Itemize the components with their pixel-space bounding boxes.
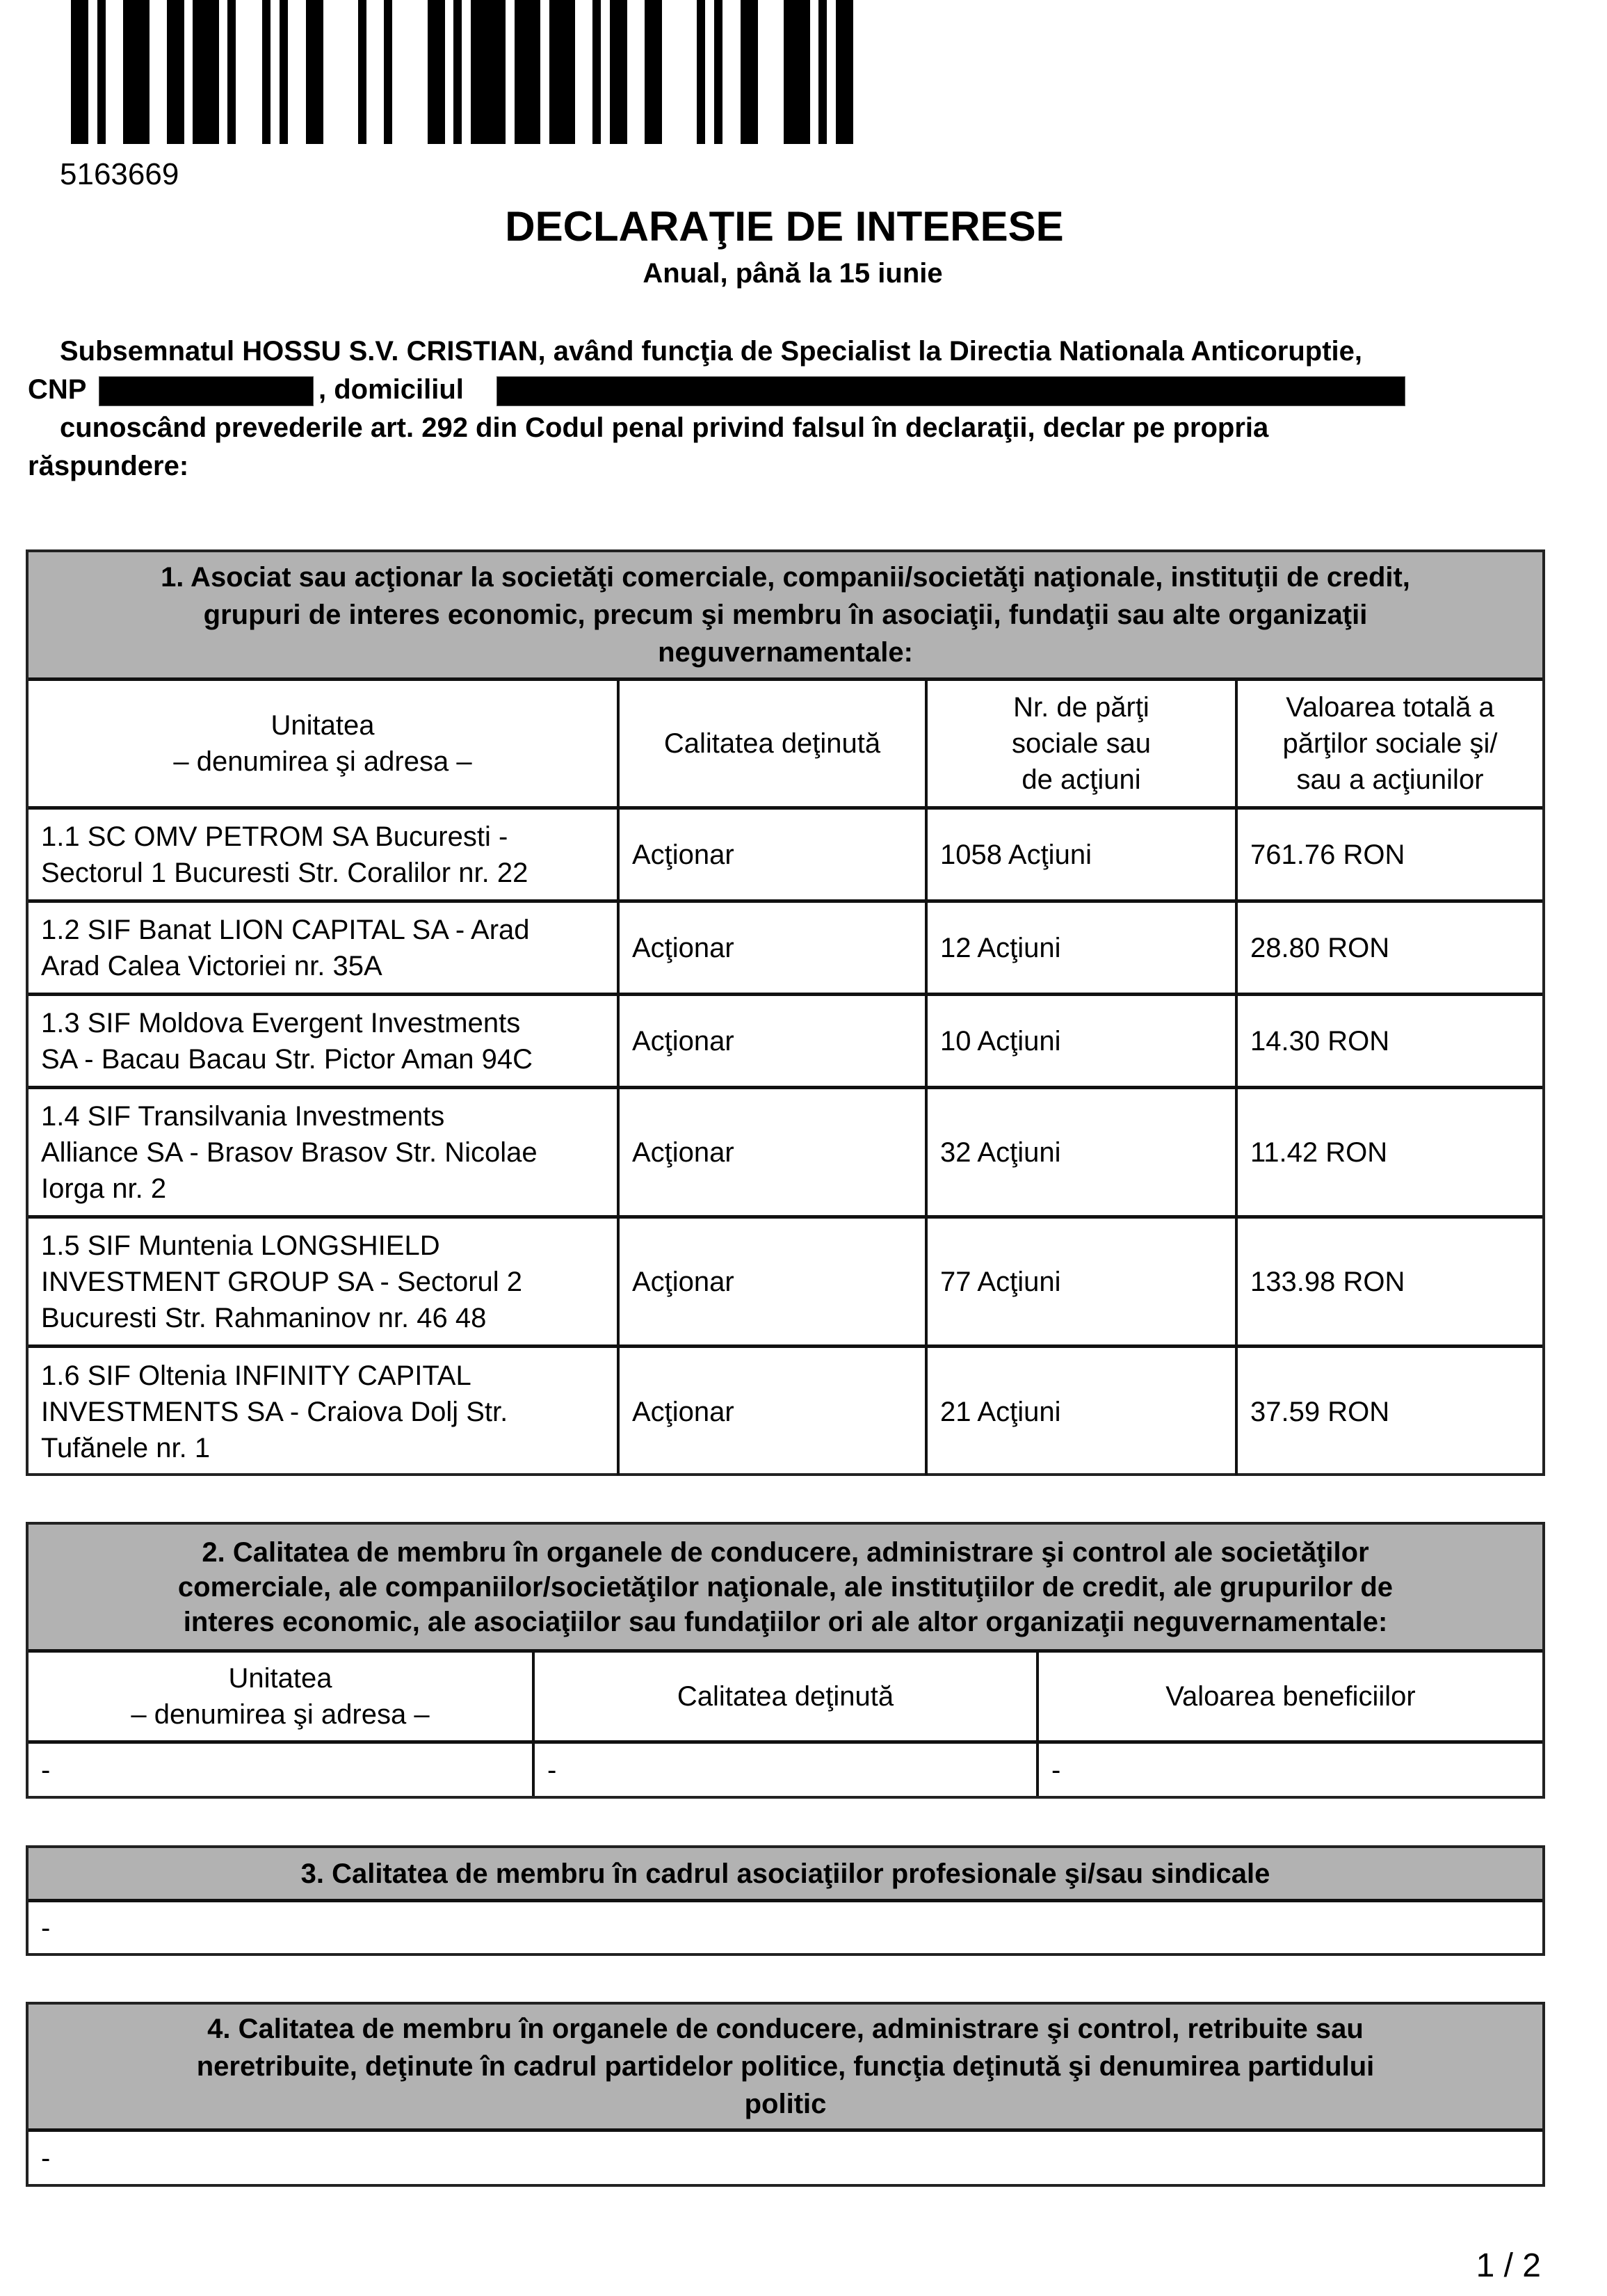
barcode-bar: [453, 0, 462, 144]
barcode-bar: [515, 0, 540, 144]
heading-line: interes economic, ale asociaţiilor sau fundaţiilor ori ale altor organizaţii neguvernamentale:: [183, 1606, 1388, 1637]
column-header-line: sociale sau: [1011, 728, 1152, 759]
domiciliu-label: , domiciliul: [318, 374, 464, 405]
role-value: Acţionar: [632, 1025, 734, 1057]
unit-cell: [29, 1219, 620, 1344]
barcode-bar: [193, 0, 219, 144]
column-header-line: de acţiuni: [1021, 764, 1141, 795]
heading-line: 2. Calitatea de membru în organele de conducere, administrare şi control ale societăţilor: [202, 1536, 1369, 1568]
table-row: [29, 2132, 1542, 2184]
section-4-table: [26, 2002, 1545, 2187]
barcode-bar: [610, 0, 627, 144]
unit-line: INVESTMENT GROUP SA - Sectorul 2: [41, 1266, 523, 1297]
unit-line: Iorga nr. 2: [41, 1173, 167, 1204]
barcode-bar: [714, 0, 722, 144]
total-value: 11.42 RON: [1250, 1137, 1388, 1168]
heading-line: 1. Asociat sau acţionar la societăţi comerciale, companii/societăţi naţionale, instituţii de credit,: [161, 562, 1410, 593]
section-3-table: [26, 1845, 1545, 1956]
shares-cell: [928, 996, 1238, 1086]
section-3-heading: [29, 1848, 1542, 1902]
table-row: [29, 903, 1542, 996]
unit-line: Sectorul 1 Bucuresti Str. Coralilor nr. 22: [41, 857, 528, 888]
barcode-bar: [471, 0, 506, 144]
column-header-value: [1238, 681, 1542, 806]
page-subtitle: Anual, până la 15 iunie: [643, 258, 943, 289]
shares-cell: [928, 1089, 1238, 1215]
heading-line: grupuri de interes economic, precum şi membru în asociaţii, fundaţii sau alte organizaţii: [203, 600, 1368, 630]
shares-cell: [928, 903, 1238, 993]
column-header-line: Nr. de părţi: [1013, 692, 1149, 723]
unit-line: Tufănele nr. 1: [41, 1432, 211, 1463]
empty-value: -: [41, 2142, 51, 2174]
document-number: 5163669: [60, 157, 179, 191]
role-cell: [620, 903, 928, 993]
role-value: Acţionar: [632, 932, 734, 963]
total-value: 761.76 RON: [1250, 839, 1405, 870]
barcode-bar: [549, 0, 575, 144]
unit-line: 1.5 SIF Muntenia LONGSHIELD: [41, 1230, 440, 1261]
column-header-line: Valoarea totală a: [1286, 692, 1494, 723]
value-cell: [29, 1902, 1542, 1953]
domiciliu-redaction: [496, 376, 1405, 406]
section-1-heading: [29, 552, 1542, 681]
heading-line: 4. Calitatea de membru în organele de conducere, administrare şi control, retribuite sau: [207, 2014, 1364, 2044]
shares-cell: [928, 1219, 1238, 1344]
unit-line: 1.1 SC OMV PETROM SA Bucuresti -: [41, 821, 508, 852]
section-1-table: [26, 549, 1545, 1476]
unit-cell: [29, 1744, 535, 1796]
benefits-cell: [1039, 1744, 1542, 1796]
intro-line-2: [28, 371, 86, 409]
unit-cell: [29, 1348, 620, 1475]
barcode-bar: [306, 0, 323, 144]
barcode-bar: [818, 0, 827, 144]
intro-line-4: răspundere:: [28, 451, 189, 481]
heading-line: politic: [744, 2089, 827, 2119]
barcode-bar: [358, 0, 366, 144]
barcode-bar: [836, 0, 853, 144]
role-cell: [620, 810, 928, 899]
unit-line: 1.4 SIF Transilvania Investments: [41, 1100, 445, 1132]
table-row: [29, 1348, 1542, 1475]
barcode-bar: [645, 0, 662, 144]
column-header-line: – denumirea şi adresa –: [131, 1699, 430, 1730]
page-title: DECLARAŢIE DE INTERESE: [505, 203, 1064, 250]
table-row: [29, 1744, 1542, 1796]
barcode-bar: [167, 0, 184, 144]
value-cell: [1238, 1348, 1542, 1475]
unit-line: Arad Calea Victoriei nr. 35A: [41, 950, 382, 981]
intro-line-3: cunoscând prevederile art. 292 din Codul penal privind falsul în declaraţii, declar pe propria: [60, 412, 1269, 443]
barcode-bar: [280, 0, 288, 144]
column-header-row: [29, 681, 1542, 810]
column-header-line: sau a acţiunilor: [1296, 764, 1484, 795]
role-cell: [620, 1348, 928, 1475]
page-number: 1 / 2: [1476, 2247, 1541, 2284]
barcode-bar: [71, 0, 88, 144]
shares-value: 21 Acţiuni: [940, 1396, 1061, 1427]
unit-cell: [29, 996, 620, 1086]
role-cell: [620, 996, 928, 1086]
total-value: 37.59 RON: [1250, 1396, 1390, 1427]
column-header-line: Unitatea: [270, 710, 375, 741]
role-cell: [620, 1219, 928, 1344]
unit-line: 1.2 SIF Banat LION CAPITAL SA - Arad: [41, 914, 530, 945]
barcode-bar: [784, 0, 810, 144]
unit-line: 1.3 SIF Moldova Evergent Investments: [41, 1007, 521, 1038]
empty-value: -: [41, 1754, 51, 1785]
column-header-shares: [928, 681, 1238, 806]
column-header-line: Valoarea beneficiilor: [1165, 1681, 1416, 1712]
barcode-bar: [592, 0, 601, 144]
value-cell: [1238, 903, 1542, 993]
total-value: 28.80 RON: [1250, 932, 1390, 963]
section-2-heading: [29, 1525, 1542, 1653]
shares-cell: [928, 1348, 1238, 1475]
table-row: [29, 1089, 1542, 1219]
column-header-line: – denumirea şi adresa –: [173, 746, 472, 777]
table-row: [29, 1219, 1542, 1348]
role-value: Acţionar: [632, 1266, 734, 1297]
barcode-bar: [697, 0, 705, 144]
intro-line-1: Subsemnatul HOSSU S.V. CRISTIAN, având funcţia de Specialist la Directia Nationala Anticoruptie,: [60, 336, 1363, 367]
shares-value: 1058 Acţiuni: [940, 839, 1092, 870]
cnp-redaction: [99, 376, 314, 406]
unit-line: Alliance SA - Brasov Brasov Str. Nicolae: [41, 1137, 538, 1168]
total-value: 133.98 RON: [1250, 1266, 1405, 1297]
barcode-bar: [741, 0, 758, 144]
total-value: 14.30 RON: [1250, 1025, 1390, 1057]
unit-line: INVESTMENTS SA - Craiova Dolj Str.: [41, 1396, 508, 1427]
heading-line: 3. Calitatea de membru în cadrul asociaţiilor profesionale şi/sau sindicale: [300, 1858, 1270, 1889]
table-row: [29, 996, 1542, 1089]
empty-value: -: [547, 1754, 557, 1785]
value-cell: [29, 2132, 1542, 2184]
empty-value: -: [1051, 1754, 1061, 1785]
column-header-unit: [29, 1653, 535, 1740]
column-header-unit: [29, 681, 620, 806]
column-header-role: [535, 1653, 1039, 1740]
role-cell: [535, 1744, 1039, 1796]
heading-line: neguvernamentale:: [658, 637, 913, 668]
shares-value: 77 Acţiuni: [940, 1266, 1061, 1297]
value-cell: [1238, 996, 1542, 1086]
barcode-bar: [428, 0, 445, 144]
column-header-benefits: [1039, 1653, 1542, 1740]
shares-cell: [928, 810, 1238, 899]
table-row: [29, 810, 1542, 903]
barcode-bar: [384, 0, 392, 144]
role-cell: [620, 1089, 928, 1215]
role-value: Acţionar: [632, 839, 734, 870]
unit-cell: [29, 903, 620, 993]
column-header-row: [29, 1653, 1542, 1744]
heading-line: neretribuite, deţinute în cadrul partidelor politice, funcţia deţinută şi denumirea partidului: [196, 2051, 1375, 2082]
barcode-bar: [227, 0, 236, 144]
section-4-heading: [29, 2005, 1542, 2132]
heading-line: comerciale, ale companiilor/societăţilor naţionale, ale instituţiilor de credit, ale grupurilor de: [177, 1571, 1394, 1603]
unit-line: SA - Bacau Bacau Str. Pictor Aman 94C: [41, 1043, 533, 1075]
unit-line: Bucuresti Str. Rahmaninov nr. 46 48: [41, 1302, 487, 1333]
role-value: Acţionar: [632, 1396, 734, 1427]
table-row: [29, 1902, 1542, 1953]
barcode-bar: [262, 0, 270, 144]
shares-value: 32 Acţiuni: [940, 1137, 1061, 1168]
column-header-line: Calitatea deţinută: [677, 1681, 894, 1712]
unit-cell: [29, 810, 620, 899]
unit-cell: [29, 1089, 620, 1215]
shares-value: 12 Acţiuni: [940, 932, 1061, 963]
column-header-line: părţilor sociale şi/: [1282, 728, 1498, 759]
value-cell: [1238, 1089, 1542, 1215]
value-cell: [1238, 1219, 1542, 1344]
shares-value: 10 Acţiuni: [940, 1025, 1061, 1057]
role-value: Acţionar: [632, 1137, 734, 1168]
barcode-bar: [123, 0, 150, 144]
empty-value: -: [41, 1912, 51, 1943]
unit-line: 1.6 SIF Oltenia INFINITY CAPITAL: [41, 1360, 471, 1391]
cnp-label: CNP: [28, 374, 87, 405]
section-2-table: [26, 1522, 1545, 1799]
barcode-bar: [97, 0, 106, 144]
column-header-role: [620, 681, 928, 806]
column-header-line: Calitatea deţinută: [663, 728, 881, 759]
value-cell: [1238, 810, 1542, 899]
column-header-line: Unitatea: [228, 1663, 332, 1694]
